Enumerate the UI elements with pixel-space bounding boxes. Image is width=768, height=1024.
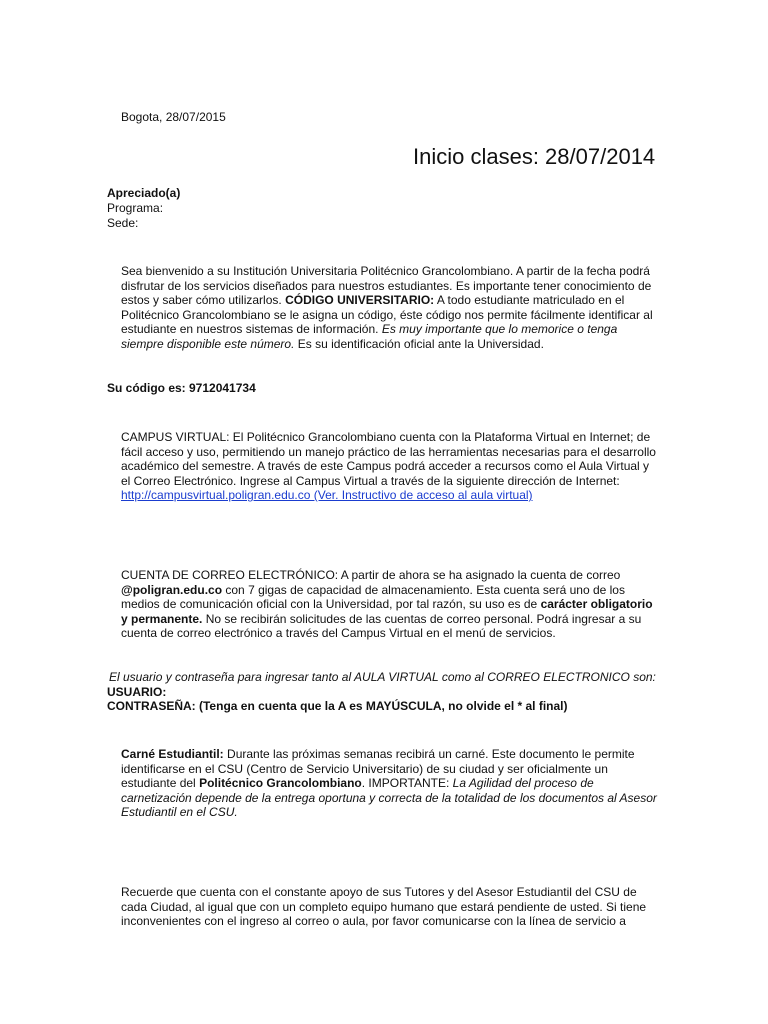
credentials-intro: El usuario y contraseña para ingresar tanto al AULA VIRTUAL como al CORREO ELECTRONICO son: bbox=[109, 670, 656, 684]
greeting-block bbox=[107, 186, 180, 231]
student-code: Su código es: 9712041734 bbox=[107, 381, 256, 395]
mandatory-note: carácter obligatorio y permanente. bbox=[121, 597, 653, 626]
email-text-2: con 7 gigas de capacidad de almacenamiento. Esta cuenta será uno de los medios de comunicación oficial con la Universidad, por tal razón, su uso es de bbox=[121, 582, 625, 611]
campus-paragraph bbox=[121, 430, 661, 503]
password-label: CONTRASEÑA: (Tenga en cuenta que la A es MAYÚSCULA, no olvide el * al final) bbox=[107, 699, 568, 713]
institution-name: Politécnico Grancolombiano bbox=[199, 776, 362, 790]
welcome-text-3: Es su identificación oficial ante la Universidad. bbox=[294, 336, 544, 351]
greeting: Apreciado(a) bbox=[107, 186, 181, 200]
username-label: USUARIO: bbox=[107, 684, 167, 699]
student-card-paragraph bbox=[121, 747, 661, 820]
welcome-paragraph bbox=[121, 264, 661, 351]
program-label: Programa: bbox=[107, 201, 164, 215]
card-title: Carné Estudiantil: bbox=[121, 747, 224, 761]
email-text: CUENTA DE CORREO ELECTRÓNICO: A partir de ahora se ha asignado la cuenta de correo bbox=[121, 568, 621, 582]
start-classes-heading: Inicio clases: 28/07/2014 bbox=[413, 144, 656, 169]
memorize-note: Es muy importante que lo memorice o tenga siempre disponible este número. bbox=[121, 322, 618, 351]
credentials-block bbox=[107, 670, 687, 714]
code-title: CÓDIGO UNIVERSITARIO: bbox=[285, 293, 435, 307]
card-text-2: . IMPORTANTE: bbox=[361, 776, 453, 790]
card-important-note: La Agilidad del proceso de carnetización depende de la entrega oportuna y correcta de la totalidad de los documentos al Asesor Estudiantil en el CSU. bbox=[121, 776, 657, 819]
welcome-text: Sea bienvenido a su Institución Universitaria Politécnico Grancolombiano. A partir de la fecha podrá disfrutar de los servicios diseñados para nuestros estudiantes. Es importante tener conocimiento de estos y saber cómo utilizarlos. bbox=[121, 264, 652, 307]
site-label: Sede: bbox=[107, 216, 139, 230]
email-paragraph bbox=[121, 568, 661, 641]
card-text: Durante las próximas semanas recibirá un carné. Este documento le permite identificarse en el CSU (Centro de Servicio Universitario) de su ciudad y ser oficialmente un estudiante del bbox=[121, 747, 635, 790]
support-paragraph: Recuerde que cuenta con el constante apoyo de sus Tutores y del Asesor Estudiantil del CSU de cada Ciudad, al igual que con un completo equipo humano que estará pendiente de usted. Si tiene inconvenientes con el ingreso al correo o aula, por favor comunicarse con la línea de servicio a bbox=[121, 885, 647, 928]
email-text-3: No se recibirán solicitudes de las cuentas de correo personal. Podrá ingresar a su cuenta de correo electrónico a través del Campus Virtual en el menú de servicios. bbox=[121, 611, 642, 640]
campus-link[interactable]: http://campusvirtual.poligran.edu.co (Ver. Instructivo de acceso al aula virtual) bbox=[121, 488, 533, 502]
campus-text: CAMPUS VIRTUAL: El Politécnico Grancolombiano cuenta con la Plataforma Virtual en Internet; de fácil acceso y uso, permitiendo un manejo práctico de las herramientas necesarias para el desarrollo académico del semestre. A través de este Campus podrá acceder a recursos como el Aula Virtual y el Correo Electrónico. Ingrese al Campus Virtual a través de la siguiente dirección de Internet: bbox=[121, 430, 656, 488]
email-domain: @poligran.edu.co bbox=[121, 582, 223, 597]
letter-date: Bogota, 28/07/2015 bbox=[121, 110, 226, 124]
welcome-text-2: A todo estudiante matriculado en el Politécnico Grancolombiano se le asigna un código, éste código nos permite fácilmente identificar al estudiante en nuestros sistemas de información. bbox=[121, 293, 653, 336]
